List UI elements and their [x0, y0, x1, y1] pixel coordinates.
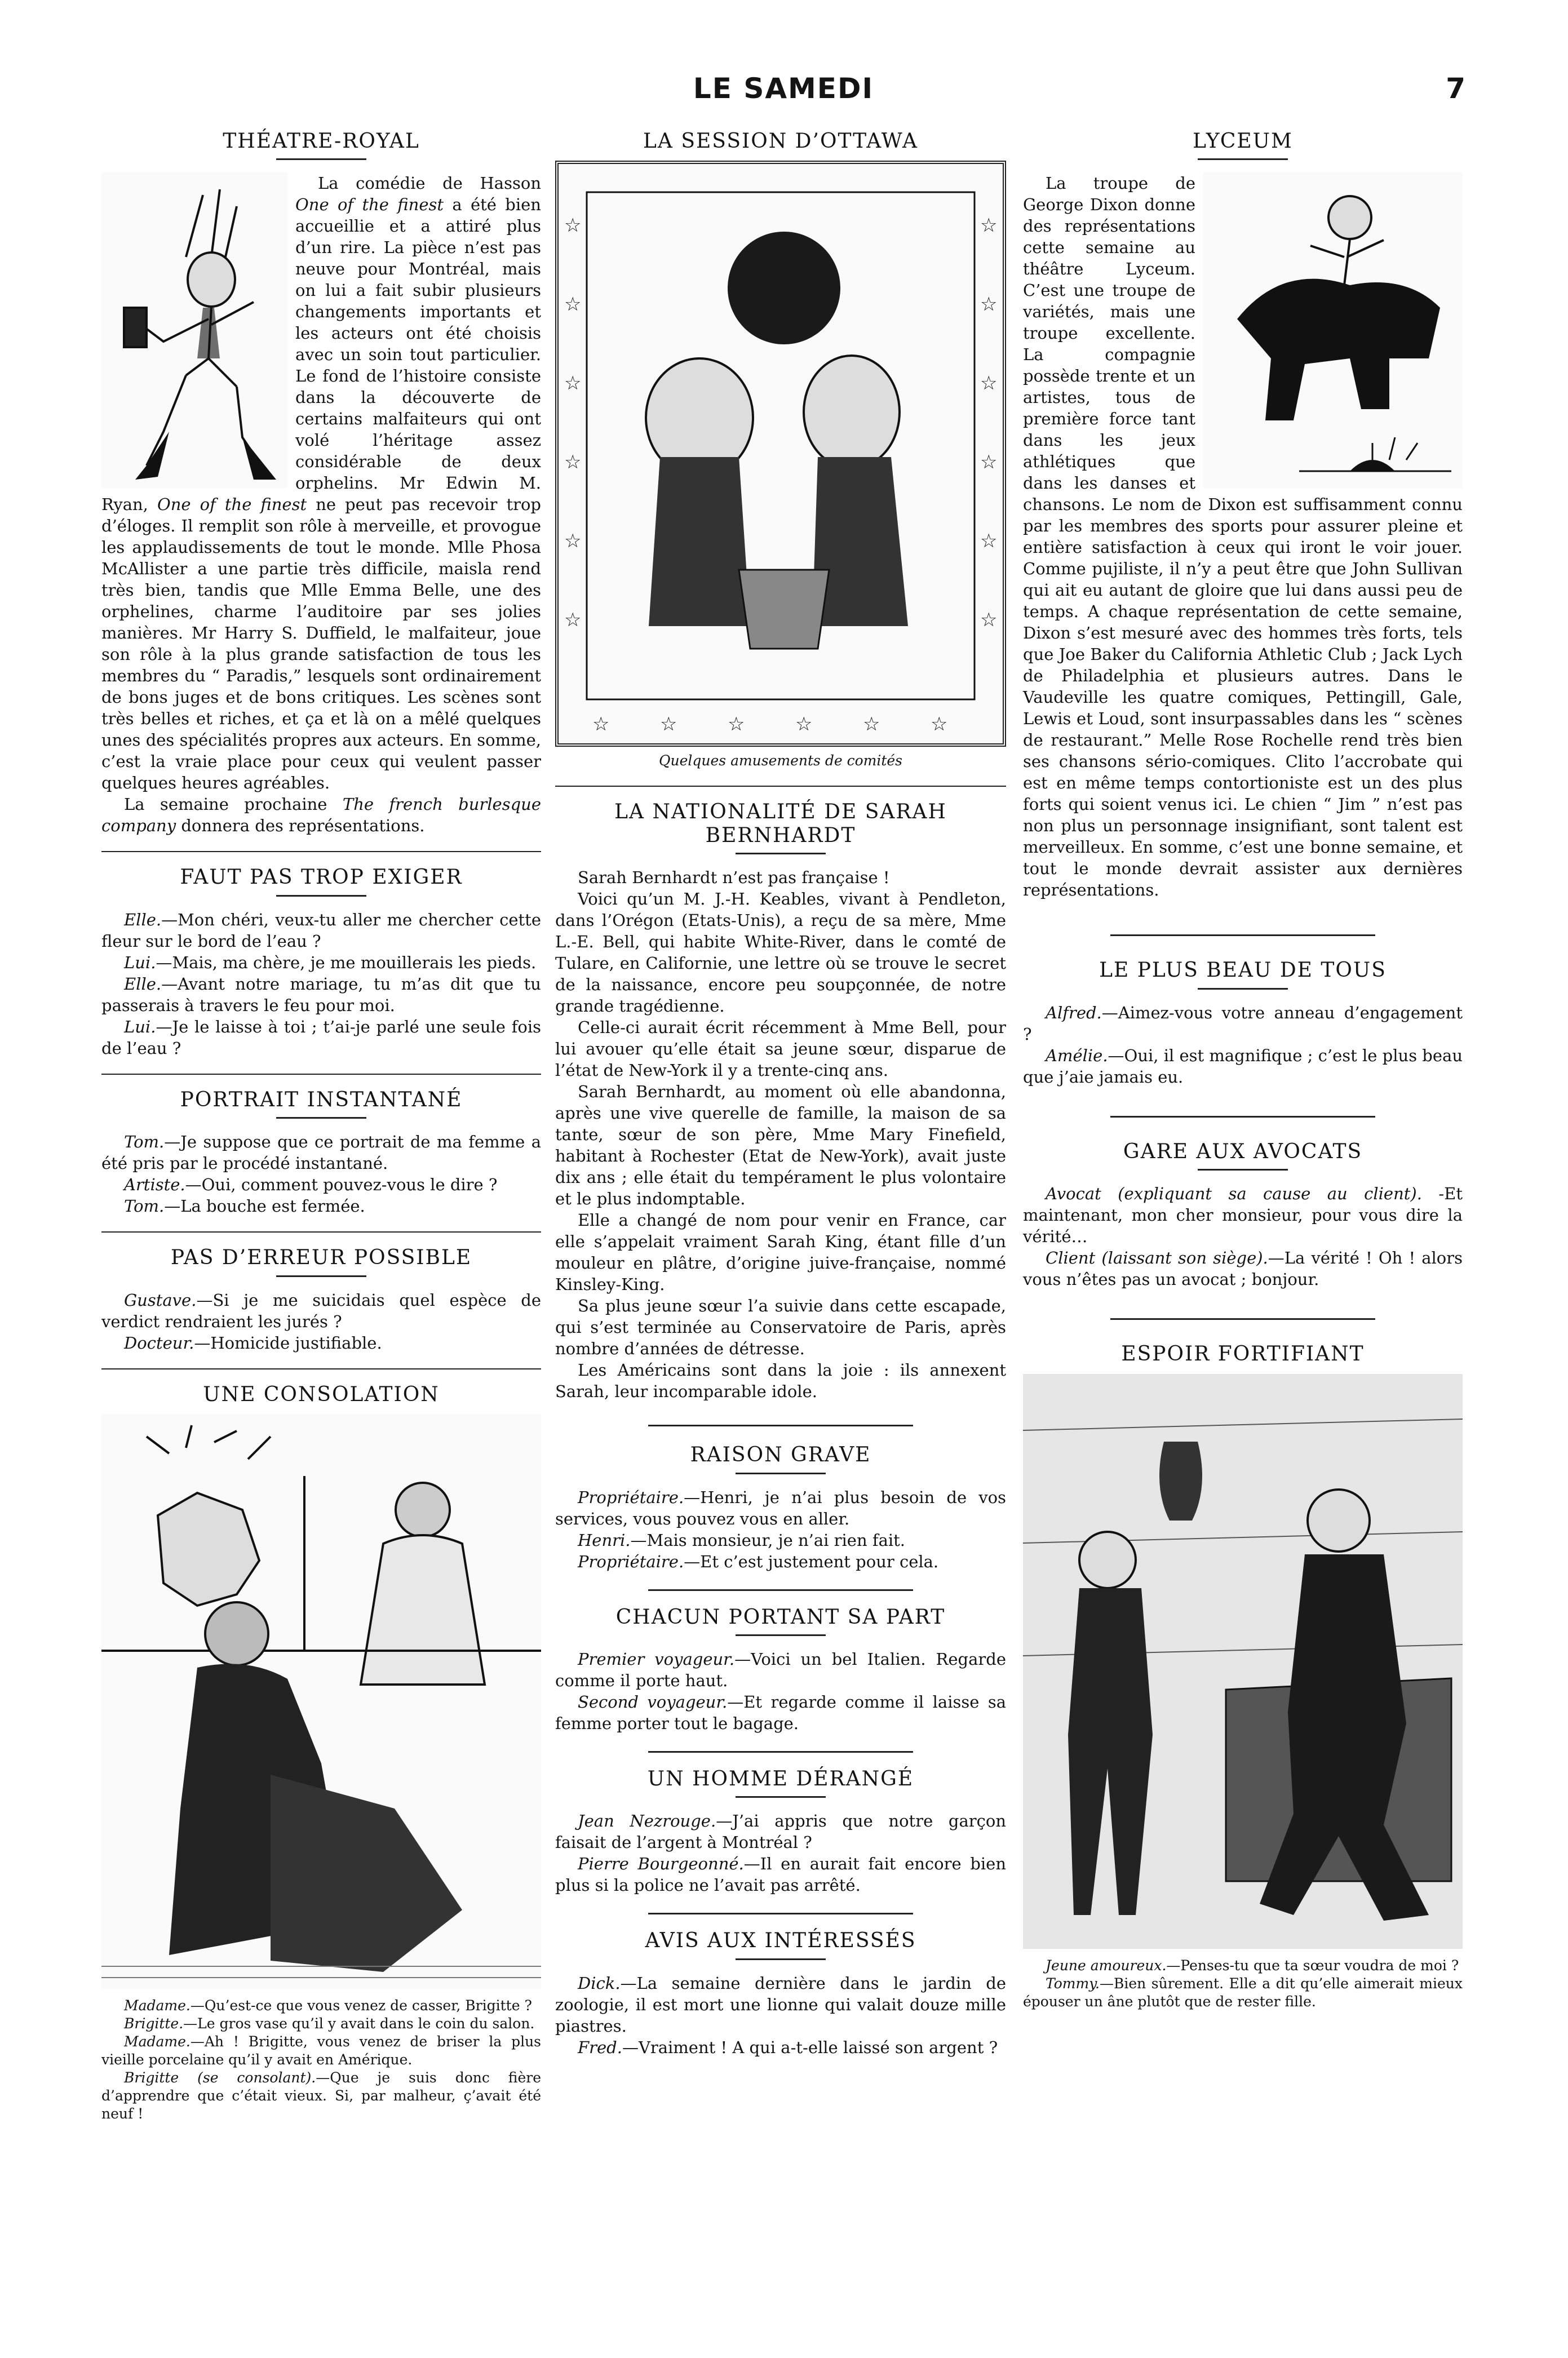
- svg-text:☆: ☆: [980, 609, 998, 632]
- heading-rule: [736, 853, 826, 854]
- section-rule: [1110, 1116, 1375, 1118]
- speaker: Pierre Bourgeonné.: [578, 1854, 744, 1874]
- heading-rule: [276, 158, 366, 160]
- line-text: —Aimez-vous votre anneau d’engagement ?: [1023, 1003, 1463, 1044]
- raison-grave-article: [555, 1443, 1006, 1572]
- line-text: —Mon chéri, veux-tu aller me chercher cette fleur sur le bord de l’eau ?: [101, 910, 541, 951]
- dialog-line: [555, 1530, 1006, 1551]
- line-text: —Vraiment ! A qui a-t-elle laissé son argent ?: [622, 2037, 998, 2057]
- speaker: Alfred.: [1046, 1003, 1102, 1022]
- avis-heading: AVIS AUX INTÉRESSÉS: [645, 1929, 916, 1953]
- speaker: Docteur.: [124, 1333, 194, 1353]
- faut-pas-trop-exiger-article: [101, 866, 541, 1058]
- theatre-royal-article: [101, 130, 541, 836]
- session-cartoon: [555, 161, 1006, 747]
- line-text: -Et maintenant, mon cher monsieur, pour vous dire la vérité…: [1023, 1184, 1463, 1247]
- svg-text:☆: ☆: [863, 713, 880, 736]
- speaker: Tommy.: [1046, 1975, 1100, 1992]
- politicians-bubble-cartoon-icon: [559, 164, 1003, 743]
- dialog-line: [555, 1691, 1006, 1734]
- line-text: —Ah ! Brigitte, vous venez de briser la plus vieille porcelaine qu’il y avait en Amérique.: [101, 2033, 541, 2068]
- line-text: —Oui, comment pouvez-vous le dire ?: [185, 1175, 498, 1195]
- chacun-heading: CHACUN PORTANT SA PART: [615, 1605, 946, 1629]
- speaker: Jean Nezrouge.: [578, 1811, 716, 1831]
- dialog-line: [101, 909, 541, 952]
- dialog-line: [555, 1853, 1006, 1896]
- session-heading: LA SESSION D’OTTAWA: [643, 130, 918, 153]
- caption-line: [101, 1997, 541, 2015]
- line-text: —Qu’est-ce que vous venez de casser, Brigitte ?: [190, 1997, 532, 2014]
- pas-d-erreur-article: [101, 1246, 541, 1353]
- svg-text:☆: ☆: [564, 451, 582, 474]
- caption-line: [1023, 1975, 1463, 2011]
- dialog-line: [555, 1810, 1006, 1853]
- section-rule: [648, 1751, 913, 1753]
- line-text: —La vérité ! Oh ! alors vous n’êtes pas un avocat ; bonjour.: [1023, 1248, 1463, 1289]
- heading-rule: [736, 1796, 826, 1798]
- bernhardt-paragraph: Elle a changé de nom pour venir en France, car elle s’appelait vraiment Sarah King, étant fille d’un mouleur en plâtre, d’origine juive-française, nommé Kinsley-King.: [555, 1211, 1006, 1295]
- heading-rule: [736, 1473, 826, 1474]
- line-text: —Que je suis donc fière d’apprendre que c’était vieux. Si, par malheur, ç’avait été neuf !: [101, 2069, 541, 2122]
- theatre-royal-paragraph-2: [101, 794, 541, 836]
- newspaper-title: LE SAMEDI: [693, 72, 874, 105]
- page-number: 7: [1446, 72, 1465, 105]
- dialog-line: [555, 1487, 1006, 1530]
- line-text: —Oui, il est magnifique ; c’est le plus beau que j’aie jamais eu.: [1023, 1045, 1463, 1087]
- speaker: Henri.: [578, 1530, 631, 1550]
- dialog-line: [101, 1195, 541, 1217]
- speaker: Gustave.: [124, 1290, 197, 1310]
- lyceum-illustration: [1203, 172, 1463, 488]
- line-text: —Bien sûrement. Elle a dit qu’elle aimerait mieux épouser un âne plutôt que de rester fille.: [1023, 1975, 1463, 2010]
- bernhardt-paragraph: Sa plus jeune sœur l’a suivie dans cette escapade, qui s’est terminée au Conservatoire de Paris, après nombre d’années de détresse.: [555, 1296, 1006, 1359]
- boy-and-suitor-scene-icon: [1023, 1374, 1463, 1949]
- svg-text:☆: ☆: [592, 713, 610, 736]
- dialog-line: [101, 1289, 541, 1332]
- portrait-instantane-article: [101, 1088, 541, 1217]
- dialog-line: [101, 1174, 541, 1195]
- line-text: —Penses-tu que ta sœur voudra de moi ?: [1166, 1957, 1459, 1974]
- speaker: Lui.: [124, 952, 156, 972]
- speaker: Dick.: [578, 1973, 621, 1993]
- speaker: Propriétaire.: [578, 1552, 684, 1571]
- bernhardt-paragraph: Les Américains sont dans la joie : ils annexent Sarah, leur incomparable idole.: [555, 1360, 1006, 1402]
- caption-line: [101, 2015, 541, 2033]
- homme-derange-article: [555, 1767, 1006, 1896]
- exiger-heading: FAUT PAS TROP EXIGER: [180, 866, 463, 889]
- consolation-caption: [101, 1997, 541, 2123]
- svg-text:☆: ☆: [980, 372, 998, 395]
- speaker: Elle.: [124, 974, 162, 994]
- bernhardt-paragraph: Voici qu’un M. J.-H. Keables, vivant à Pendleton, dans l’Orégon (Etats-Unis), a reçu de sa mère, Mme L.-E. Bell, qui habite White-River, dans le comté de Tulare, en Californie, une lettre où se trouve le secret de la naissance, encore peu soupçonnée, de notre grande tragédienne.: [555, 889, 1006, 1016]
- heading-rule: [1198, 988, 1288, 990]
- espoir-illustration: [1023, 1374, 1463, 1949]
- svg-text:☆: ☆: [795, 713, 813, 736]
- svg-text:☆: ☆: [980, 293, 998, 316]
- section-rule: [648, 1589, 913, 1591]
- section-rule: [1110, 934, 1375, 936]
- bernhardt-paragraph: Celle-ci aurait écrit récemment à Mme Bell, pour lui avouer qu’elle était sa jeune sœur, disparue de l’état de New-York il y a trente-cinq ans.: [555, 1018, 1006, 1080]
- consolation-illustration: [101, 1414, 541, 1989]
- dialog-line: [101, 952, 541, 973]
- espoir-caption: [1023, 1957, 1463, 2011]
- line-text: —Je le laisse à toi ; t’ai-je parlé une seule fois de l’eau ?: [101, 1017, 541, 1058]
- section-rule: [1110, 1318, 1375, 1320]
- heading-rule: [736, 1958, 826, 1960]
- theatre-text-b: a été bien accueillie et a attiré plus d’un rire. La pièce n’est pas neuve pour Montréal, mais on lui a fait subir plusieurs changements importants et les acteurs ont été choisis avec un soin tout particulier. Le fond de l’histoire consiste dans la découverte de certains malfaiteurs qui ont volé l’héritage assez considérable de deux orphelins. Mr Edwin M. Ryan,: [101, 195, 541, 515]
- right-column: [1023, 130, 1463, 2019]
- left-column: [101, 130, 541, 2131]
- line-text: —Il en aurait fait encore bien plus si la police ne l’avait pas arrêté.: [555, 1854, 1007, 1895]
- section-rule: [648, 1425, 913, 1426]
- espoir-heading: ESPOIR FORTIFIANT: [1121, 1342, 1365, 1366]
- line-text: —Mais, ma chère, je me mouillerais les pieds.: [156, 952, 537, 972]
- heading-rule: [276, 1117, 366, 1119]
- cartoon-caption: Quelques amusements de comités: [659, 752, 902, 769]
- speaker: Madame.: [124, 1997, 191, 2014]
- jester-illustration: [101, 172, 287, 488]
- line-text: —Le gros vase qu’il y avait dans le coin du salon.: [183, 2015, 535, 2032]
- dialog-line: [555, 2037, 1006, 2058]
- svg-text:☆: ☆: [980, 451, 998, 474]
- middle-column: [555, 130, 1006, 2066]
- line-text: —J’ai appris que notre garçon faisait de l’argent à Montréal ?: [555, 1811, 1006, 1852]
- raison-heading: RAISON GRAVE: [690, 1443, 871, 1467]
- heading-rule: [736, 1634, 826, 1636]
- section-divider: [101, 1231, 541, 1233]
- avocats-heading: GARE AUX AVOCATS: [1123, 1140, 1363, 1163]
- speaker: Tom.: [124, 1196, 165, 1216]
- svg-text:☆: ☆: [564, 293, 582, 316]
- dialog-line: [1023, 1247, 1463, 1290]
- lyceum-article: [1023, 130, 1463, 901]
- section-divider: [101, 851, 541, 852]
- svg-text:☆: ☆: [728, 713, 745, 736]
- section-rule: [648, 1913, 913, 1914]
- heading-rule: [276, 895, 366, 897]
- caption-line: [1023, 1957, 1463, 1975]
- lyceum-paragraph: La troupe de George Dixon donne des représentations cette semaine au théâtre Lyceum. C’est une troupe de variétés, mais une troupe excellente. La compagnie possède trente et un artistes, tous de première force tant dans les jeux athlétiques que dans les danses et chansons. Le nom de Dixon est suffisamment connu par les membres des sports pour assurer pleine et entière satisfaction à ceux qui iront le voir jouer. Comme pujiliste, il n’y a peut être que John Sullivan qui ait eu autant de gloire que lui dans aussi peu de temps. A chaque représentation de cette semaine, Dixon s’est mesuré avec des hommes très forts, tels que Joe Baker du California Athletic Club ; Jack Lych de Philadelphia et plusieurs autres. Dans le Vaudeville les quatre comiques, Pettingill, Gale, Lewis et Loud, sont insurpassables dans les “ scènes de restaurant.” Melle Rose Rochelle rend très bien ses chansons sério-comiques. Clito l’accrobate qui est en même temps contortioniste est un des plus forts qui soient venus ici. Le chien “ Jim ” n’est pas non plus un personnage insignifiant, sont talent est merveilleux. En somme, c’est une bonne semaine, et tout le monde devrait assister aux dernières représentations.: [1023, 174, 1463, 900]
- speaker: Fred.: [578, 2037, 622, 2057]
- line-text: —Si je me suicidais quel espèce de verdict rendraient les jurés ?: [101, 1290, 541, 1331]
- speaker: Avocat (expliquant sa cause au client).: [1046, 1184, 1422, 1204]
- svg-text:☆: ☆: [564, 609, 582, 632]
- espoir-fortifiant-article: [1023, 1342, 1463, 2010]
- line-text: —Et c’est justement pour cela.: [684, 1552, 939, 1571]
- svg-text:☆: ☆: [660, 713, 677, 736]
- speaker: Brigitte.: [124, 2015, 184, 2032]
- speaker: Premier voyageur.: [578, 1649, 735, 1669]
- speaker: Elle.: [124, 910, 162, 929]
- lyceum-heading: LYCEUM: [1193, 130, 1293, 153]
- line-text: —La semaine dernière dans le jardin de zoologie, il est mort une lionne qui valait douze mille piastres.: [555, 1973, 1006, 2036]
- section-divider: [101, 1368, 541, 1369]
- line-text: —Voici un bel Italien. Regarde comme il porte haut.: [555, 1649, 1006, 1690]
- theatre-text-d: La semaine prochaine: [124, 795, 343, 814]
- theatre-text-a: La comédie de Hasson: [318, 174, 541, 193]
- session-ottawa-article: [555, 130, 1006, 769]
- svg-text:☆: ☆: [980, 214, 998, 237]
- speaker: Tom.: [124, 1132, 165, 1152]
- dialog-line: [101, 1332, 541, 1354]
- line-text: —Mais monsieur, je n’ai rien fait.: [630, 1530, 906, 1550]
- heading-rule: [1198, 158, 1288, 160]
- masthead: [101, 61, 1465, 117]
- une-consolation-article: [101, 1383, 541, 2123]
- theatre-text-e: donnera des représentations.: [176, 816, 425, 836]
- svg-text:☆: ☆: [564, 372, 582, 395]
- theatre-royal-heading: THÉATRE-ROYAL: [223, 130, 420, 153]
- line-text: —Je suppose que ce portrait de ma femme a été pris par le procédé instantané.: [101, 1132, 541, 1173]
- theatre-text-c: ne peut pas recevoir trop d’éloges. Il remplit son rôle à merveille, et provogue les applaudissements de tout le monde. Mlle Phosa McAllister a une partie très difficile, maisla rend très bien, tandis que Mlle Emma Belle, une des orphelines, charme l’auditoire par ses jolies manières. Mr Harry S. Duffield, le malfaiteur, joue son rôle à la plus grande satisfaction de tous les membres du “ Paradis,” lesquels sont ordinairement de bons juges et de bons critiques. Les scènes sont très belles et riches, et ça et là on a mêlé quelques unes des spécialités propres aux acteurs. En somme, c’est la vraie place pour ceux qui veulent passer quelques heures agréables.: [101, 495, 541, 793]
- line-text: —La bouche est fermée.: [164, 1196, 365, 1216]
- line-text: —Avant notre mariage, tu m’as dit que tu passerais à travers le feu pour moi.: [101, 974, 541, 1015]
- dialog-line: [101, 1131, 541, 1174]
- speaker: Artiste.: [124, 1175, 185, 1195]
- section-divider: [101, 1074, 541, 1075]
- section-divider: [555, 786, 1006, 787]
- dialog-line: [1023, 1183, 1463, 1247]
- dialog-line: [555, 1648, 1006, 1691]
- dialog-line: [555, 1973, 1006, 2037]
- speaker: Propriétaire.: [578, 1487, 684, 1507]
- caption-line: [101, 2033, 541, 2069]
- play-title: One of the finest: [295, 195, 444, 215]
- bernhardt-paragraph: Sarah Bernhardt n’est pas française !: [578, 868, 890, 888]
- line-text: —Homicide justifiable.: [194, 1333, 382, 1353]
- bernhardt-heading: LA NATIONALITÉ DE SARAH BERNHARDT: [614, 800, 947, 847]
- line-text: —Et regarde comme il laisse sa femme porter tout le bagage.: [555, 1692, 1006, 1733]
- speaker: Madame.: [124, 2033, 191, 2050]
- beau-heading: LE PLUS BEAU DE TOUS: [1099, 959, 1387, 982]
- svg-text:☆: ☆: [931, 713, 948, 736]
- erreur-heading: PAS D’ERREUR POSSIBLE: [170, 1246, 472, 1270]
- broken-vase-scene-icon: [101, 1414, 541, 1989]
- avis-interesses-article: [555, 1929, 1006, 2058]
- dialog-line: [1023, 1045, 1463, 1088]
- bernhardt-article: [555, 800, 1006, 1402]
- play-title-2: One of the finest: [157, 495, 307, 515]
- caption-line: [101, 2069, 541, 2123]
- heading-rule: [1198, 1169, 1288, 1171]
- plus-beau-article: [1023, 959, 1463, 1087]
- dialog-line: [101, 1016, 541, 1059]
- speaker: Second voyageur.: [578, 1692, 728, 1712]
- chacun-portant-article: [555, 1606, 1006, 1734]
- dialog-line: [1023, 1002, 1463, 1045]
- gare-aux-avocats-article: [1023, 1140, 1463, 1290]
- homme-heading: UN HOMME DÉRANGÉ: [647, 1767, 914, 1790]
- bernhardt-paragraph: Sarah Bernhardt, au moment où elle abandonna, après une vive querelle de famille, la maison de sa tante, sœur de son père, Mme Mary Finefield, habitant à Rochester (Etat de New-York), avait juste dix ans ; elle était du tempérament le plus volontaire et le plus indomptable.: [555, 1082, 1006, 1209]
- svg-text:☆: ☆: [980, 530, 998, 553]
- speaker: Client (laissant son siège).: [1046, 1248, 1268, 1268]
- svg-text:☆: ☆: [564, 530, 582, 553]
- speaker: Jeune amoureux.: [1046, 1957, 1167, 1974]
- company-title: The french burlesque company: [101, 795, 541, 836]
- consolation-heading: UNE CONSOLATION: [203, 1382, 440, 1406]
- dialog-line: [101, 973, 541, 1016]
- heading-rule: [276, 1275, 366, 1277]
- portrait-heading: PORTRAIT INSTANTANÉ: [180, 1088, 463, 1111]
- speaker: Amélie.: [1046, 1045, 1108, 1065]
- svg-text:☆: ☆: [564, 214, 582, 237]
- line-text: —Henri, je n’ai plus besoin de vos services, vous pouvez vous en aller.: [555, 1487, 1006, 1528]
- horse-rider-icon: [1203, 172, 1463, 488]
- jester-figure-icon: [101, 172, 287, 488]
- speaker: Brigitte (se consolant).: [124, 2069, 316, 2086]
- speaker: Lui.: [124, 1017, 156, 1036]
- dialog-line: [555, 1551, 1006, 1572]
